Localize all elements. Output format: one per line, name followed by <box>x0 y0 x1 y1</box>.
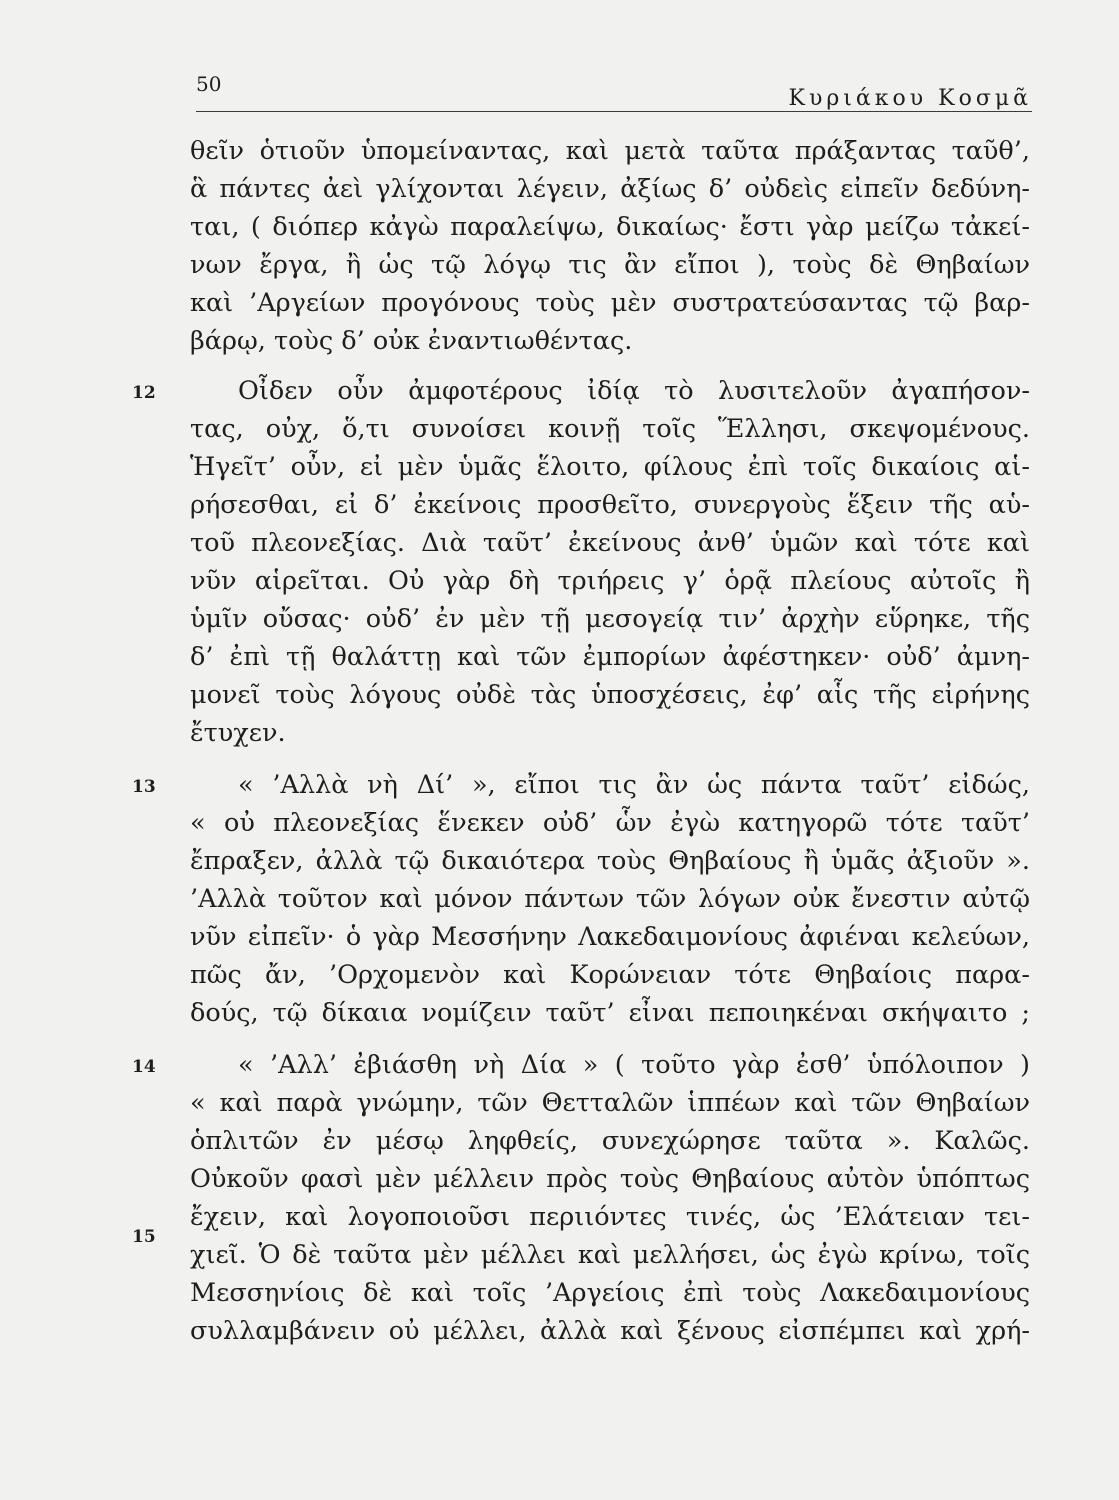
page-number: 50 <box>196 72 222 96</box>
text-line: χιεῖ. Ὁ δὲ ταῦτα μὲν μέλλει καὶ μελλήσει, ὡς ἐγὼ κρίνω, τοῖς <box>190 1240 1030 1270</box>
text-line: « καὶ παρὰ γνώμην, τῶν Θετταλῶν ἱππέων καὶ τῶν Θηβαίων <box>190 1088 1030 1118</box>
section-number: 13 <box>132 777 156 797</box>
text-line: δούς, τῷ δίκαια νομίζειν ταῦτ’ εἶναι πεποιηκέναι σκήψαιτο ; <box>190 998 1030 1028</box>
text-line: ’Αλλὰ τοῦτον καὶ μόνον πάντων τῶν λόγων οὐκ ἔνεστιν αὐτῷ <box>190 884 1030 914</box>
text-line: ὑμῖν οὔσας· οὐδ’ ἐν μὲν τῇ μεσογείᾳ τιν’ ἀρχὴν εὕρηκε, τῆς <box>190 604 1030 634</box>
text-line: « ’Αλλ’ ἐβιάσθη νὴ Δία » ( τοῦτο γὰρ ἐσθ’ ὑπόλοιπον ) <box>238 1050 1030 1080</box>
section-number: 15 <box>132 1227 156 1247</box>
text-line: Οὐκοῦν φασὶ μὲν μέλλειν πρὸς τοὺς Θηβαίους αὐτὸν ὑπόπτως <box>190 1164 1030 1194</box>
text-line: συλλαμβάνειν οὐ μέλλει, ἀλλὰ καὶ ξένους εἰσπέμπει καὶ χρή- <box>190 1316 1030 1346</box>
text-line: δ’ ἐπὶ τῇ θαλάττῃ καὶ τῶν ἐμπορίων ἀφέστηκεν· οὐδ’ ἀμνη- <box>190 642 1030 672</box>
text-line: καὶ ’Αργείων προγόνους τοὺς μὲν συστρατεύσαντας τῷ βαρ- <box>190 288 1030 318</box>
text-line: ται, ( διόπερ κἀγὼ παραλείψω, δικαίως· ἔστι γὰρ μείζω τἀκεί- <box>190 212 1030 242</box>
text-line: ἔχειν, καὶ λογοποιοῦσι περιιόντες τινές, ὡς ’Ελάτειαν τει- <box>190 1202 1030 1232</box>
text-line: ἃ πάντες ἀεὶ γλίχονται λέγειν, ἀξίως δ’ οὐδεὶς εἰπεῖν δεδύνη- <box>190 174 1030 204</box>
text-line: τοῦ πλεονεξίας. Διὰ ταῦτ’ ἐκείνους ἀνθ’ ὑμῶν καὶ τότε καὶ <box>190 528 1030 558</box>
text-line: Μεσσηνίοις δὲ καὶ τοῖς ’Αργείοις ἐπὶ τοὺς Λακεδαιμονίους <box>190 1278 1030 1308</box>
text-line: νῦν αἱρεῖται. Οὐ γὰρ δὴ τριήρεις γ’ ὁρᾷ πλείους αὐτοῖς ἢ <box>190 566 1030 596</box>
section-number: 12 <box>132 383 156 403</box>
text-line: ὁπλιτῶν ἐν μέσῳ ληφθείς, συνεχώρησε ταῦτα ». Καλῶς. <box>190 1126 1030 1156</box>
text-line: νων ἔργα, ἢ ὡς τῷ λόγῳ τις ἂν εἴποι ), τοὺς δὲ Θηβαίων <box>190 250 1030 280</box>
text-line: νῦν εἰπεῖν· ὁ γὰρ Μεσσήνην Λακεδαιμονίους ἀφιέναι κελεύων, <box>190 922 1030 952</box>
text-line: πῶς ἄν, ’Ορχομενὸν καὶ Κορώνειαν τότε Θηβαίοις παρα- <box>190 960 1030 990</box>
text-line: ἔτυχεν. <box>190 718 286 748</box>
text-line: ρήσεσθαι, εἰ δ’ ἐκείνοις προσθεῖτο, συνεργοὺς ἕξειν τῆς αὑ- <box>190 490 1030 520</box>
text-line: ἔπραξεν, ἀλλὰ τῷ δικαιότερα τοὺς Θηβαίους ἢ ὑμᾶς ἀξιοῦν ». <box>190 846 1030 876</box>
text-line: « οὐ πλεονεξίας ἕνεκεν οὐδ’ ὧν ἐγὼ κατηγορῶ τότε ταῦτ’ <box>190 808 1030 838</box>
text-line: « ’Αλλὰ νὴ Δί’ », εἴποι τις ἂν ὡς πάντα ταῦτ’ εἰδώς, <box>238 770 1030 800</box>
text-line: Οἶδεν οὖν ἀμφοτέρους ἰδίᾳ τὸ λυσιτελοῦν ἀγαπήσον- <box>238 376 1030 406</box>
header-rule <box>196 111 1032 112</box>
running-title: Κυριάκου Κοσμᾶ <box>788 86 1032 111</box>
text-line: βάρῳ, τοὺς δ’ οὐκ ἐναντιωθέντας. <box>190 326 633 356</box>
text-line: Ἡγεῖτ’ οὖν, εἰ μὲν ὑμᾶς ἕλοιτο, φίλους ἐπὶ τοῖς δικαίοις αἱ- <box>190 452 1030 482</box>
text-line: μονεῖ τοὺς λόγους οὐδὲ τὰς ὑποσχέσεις, ἐφ’ αἷς τῆς εἰρήνης <box>190 680 1030 710</box>
section-number: 14 <box>132 1057 156 1077</box>
text-line: θεῖν ὁτιοῦν ὑπομείναντας, καὶ μετὰ ταῦτα πράξαντας ταῦθ’, <box>190 136 1030 166</box>
text-line: τας, οὐχ, ὅ,τι συνοίσει κοινῇ τοῖς Ἕλλησι, σκεψομένους. <box>190 414 1030 444</box>
